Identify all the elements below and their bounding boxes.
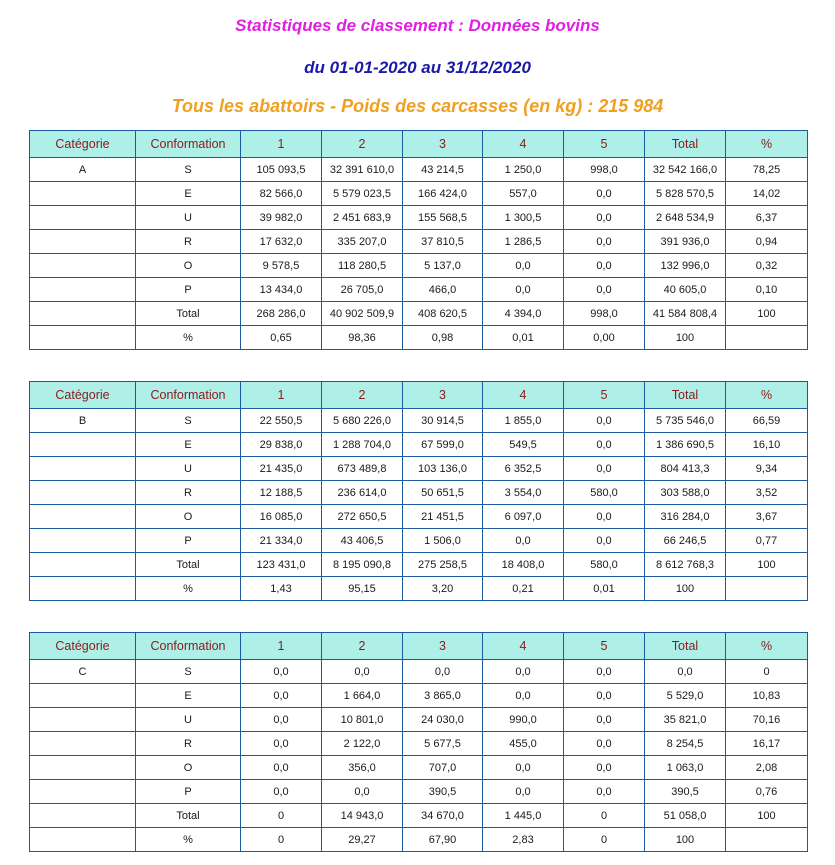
cell-class-4: 1 300,5 (483, 206, 564, 230)
cell-categorie (30, 529, 136, 553)
cell-total: 390,5 (645, 780, 726, 804)
cell-total: 5 735 546,0 (645, 409, 726, 433)
cell-class-3: 34 670,0 (403, 804, 483, 828)
cell-class-1: 0,0 (241, 780, 322, 804)
cell-class-4: 0,0 (483, 660, 564, 684)
cell-class-4: 0,0 (483, 684, 564, 708)
cell-class-3: 408 620,5 (403, 302, 483, 326)
cell-class-2: 5 579 023,5 (322, 182, 403, 206)
cell-class-5: 0,0 (564, 278, 645, 302)
cell-class-3: 155 568,5 (403, 206, 483, 230)
cell-class-3: 0,0 (403, 660, 483, 684)
table-row-percent (30, 577, 808, 601)
cell-conformation: % (136, 326, 241, 350)
cell-categorie (30, 828, 136, 852)
cell-percent (726, 326, 808, 350)
cell-class-3: 466,0 (403, 278, 483, 302)
cell-categorie: C (30, 660, 136, 684)
cell-class-2: 356,0 (322, 756, 403, 780)
cell-percent: 16,17 (726, 732, 808, 756)
cell-class-2: 5 680 226,0 (322, 409, 403, 433)
cell-percent: 6,37 (726, 206, 808, 230)
cell-total: 100 (645, 828, 726, 852)
table-row (30, 529, 808, 553)
cell-categorie (30, 780, 136, 804)
table-row-percent (30, 326, 808, 350)
cell-percent: 100 (726, 302, 808, 326)
cell-class-5: 0,0 (564, 684, 645, 708)
cell-percent: 100 (726, 804, 808, 828)
cell-conformation: R (136, 481, 241, 505)
cell-conformation: Total (136, 804, 241, 828)
cell-categorie (30, 278, 136, 302)
cell-class-1: 105 093,5 (241, 158, 322, 182)
table-row-percent (30, 828, 808, 852)
cell-categorie (30, 756, 136, 780)
cell-class-3: 67 599,0 (403, 433, 483, 457)
cell-class-4: 4 394,0 (483, 302, 564, 326)
cell-categorie (30, 708, 136, 732)
cell-percent: 0,32 (726, 254, 808, 278)
cell-class-3: 43 214,5 (403, 158, 483, 182)
table-row (30, 158, 808, 182)
stats-table-category-b (29, 381, 808, 601)
cell-class-5: 0,0 (564, 780, 645, 804)
cell-percent: 70,16 (726, 708, 808, 732)
column-header-class-5: 5 (564, 131, 645, 158)
cell-conformation: R (136, 732, 241, 756)
column-header-class-2: 2 (322, 633, 403, 660)
column-header-conformation: Conformation (136, 131, 241, 158)
cell-total: 51 058,0 (645, 804, 726, 828)
cell-class-2: 2 122,0 (322, 732, 403, 756)
cell-conformation: P (136, 780, 241, 804)
table-header-row (30, 382, 808, 409)
cell-total: 0,0 (645, 660, 726, 684)
cell-class-2: 272 650,5 (322, 505, 403, 529)
cell-percent: 0 (726, 660, 808, 684)
cell-class-5: 0 (564, 828, 645, 852)
table-row (30, 433, 808, 457)
cell-total: 2 648 534,9 (645, 206, 726, 230)
cell-percent: 9,34 (726, 457, 808, 481)
cell-conformation: E (136, 433, 241, 457)
cell-percent: 2,08 (726, 756, 808, 780)
cell-percent: 66,59 (726, 409, 808, 433)
cell-class-3: 166 424,0 (403, 182, 483, 206)
cell-class-4: 0,0 (483, 756, 564, 780)
column-header-class-1: 1 (241, 131, 322, 158)
cell-conformation: S (136, 158, 241, 182)
cell-class-3: 30 914,5 (403, 409, 483, 433)
cell-class-1: 0 (241, 828, 322, 852)
table-row-total (30, 553, 808, 577)
cell-total: 35 821,0 (645, 708, 726, 732)
table-row (30, 206, 808, 230)
cell-class-3: 50 651,5 (403, 481, 483, 505)
cell-total: 804 413,3 (645, 457, 726, 481)
cell-percent (726, 828, 808, 852)
cell-categorie: B (30, 409, 136, 433)
cell-class-4: 0,21 (483, 577, 564, 601)
cell-class-5: 0,0 (564, 182, 645, 206)
cell-class-1: 0,0 (241, 708, 322, 732)
cell-total: 132 996,0 (645, 254, 726, 278)
table-row-total (30, 804, 808, 828)
cell-percent: 100 (726, 553, 808, 577)
cell-class-1: 0,0 (241, 684, 322, 708)
cell-total: 8 612 768,3 (645, 553, 726, 577)
cell-class-1: 0,0 (241, 756, 322, 780)
cell-conformation: % (136, 828, 241, 852)
cell-class-5: 0,0 (564, 433, 645, 457)
cell-class-1: 268 286,0 (241, 302, 322, 326)
cell-total: 40 605,0 (645, 278, 726, 302)
stats-table-category-a (29, 130, 808, 350)
cell-class-3: 103 136,0 (403, 457, 483, 481)
cell-class-5: 0 (564, 804, 645, 828)
table-row (30, 708, 808, 732)
cell-total: 100 (645, 326, 726, 350)
cell-class-5: 0,0 (564, 708, 645, 732)
cell-class-4: 18 408,0 (483, 553, 564, 577)
cell-class-5: 0,0 (564, 529, 645, 553)
cell-categorie (30, 684, 136, 708)
column-header-categorie: Catégorie (30, 633, 136, 660)
cell-conformation: E (136, 182, 241, 206)
column-header-class-1: 1 (241, 633, 322, 660)
column-header-class-4: 4 (483, 382, 564, 409)
cell-total: 32 542 166,0 (645, 158, 726, 182)
cell-class-3: 67,90 (403, 828, 483, 852)
cell-class-4: 3 554,0 (483, 481, 564, 505)
cell-total: 41 584 808,4 (645, 302, 726, 326)
table-row-total (30, 302, 808, 326)
column-header-percent: % (726, 382, 808, 409)
cell-class-5: 580,0 (564, 481, 645, 505)
cell-conformation: Total (136, 302, 241, 326)
cell-total: 316 284,0 (645, 505, 726, 529)
cell-class-4: 0,0 (483, 780, 564, 804)
cell-class-4: 455,0 (483, 732, 564, 756)
cell-class-5: 998,0 (564, 158, 645, 182)
cell-total: 100 (645, 577, 726, 601)
cell-class-4: 549,5 (483, 433, 564, 457)
cell-class-5: 0,00 (564, 326, 645, 350)
cell-class-5: 0,0 (564, 660, 645, 684)
cell-class-3: 0,98 (403, 326, 483, 350)
cell-class-4: 557,0 (483, 182, 564, 206)
cell-percent: 0,94 (726, 230, 808, 254)
cell-class-3: 5 677,5 (403, 732, 483, 756)
cell-percent: 0,10 (726, 278, 808, 302)
cell-total: 8 254,5 (645, 732, 726, 756)
cell-class-1: 22 550,5 (241, 409, 322, 433)
cell-percent: 10,83 (726, 684, 808, 708)
cell-class-2: 98,36 (322, 326, 403, 350)
table-row (30, 278, 808, 302)
cell-class-2: 10 801,0 (322, 708, 403, 732)
cell-categorie (30, 206, 136, 230)
column-header-total: Total (645, 633, 726, 660)
cell-total: 391 936,0 (645, 230, 726, 254)
cell-conformation: U (136, 708, 241, 732)
cell-class-3: 24 030,0 (403, 708, 483, 732)
cell-class-3: 3 865,0 (403, 684, 483, 708)
cell-class-4: 1 250,0 (483, 158, 564, 182)
cell-percent: 3,52 (726, 481, 808, 505)
cell-categorie (30, 804, 136, 828)
column-header-class-4: 4 (483, 131, 564, 158)
cell-class-4: 0,0 (483, 529, 564, 553)
table-row (30, 254, 808, 278)
cell-class-5: 0,0 (564, 505, 645, 529)
table-row (30, 182, 808, 206)
cell-class-1: 39 982,0 (241, 206, 322, 230)
cell-class-2: 1 664,0 (322, 684, 403, 708)
table-row (30, 481, 808, 505)
cell-class-1: 21 334,0 (241, 529, 322, 553)
cell-conformation: E (136, 684, 241, 708)
stats-table-category-c (29, 632, 808, 852)
cell-class-2: 8 195 090,8 (322, 553, 403, 577)
cell-class-1: 12 188,5 (241, 481, 322, 505)
column-header-conformation: Conformation (136, 633, 241, 660)
cell-class-5: 0,01 (564, 577, 645, 601)
report-subtitle: Tous les abattoirs - Poids des carcasses (en kg) : 215 984 (171, 96, 664, 116)
cell-class-4: 0,01 (483, 326, 564, 350)
table-row (30, 457, 808, 481)
cell-class-3: 275 258,5 (403, 553, 483, 577)
column-header-class-2: 2 (322, 382, 403, 409)
cell-class-4: 0,0 (483, 278, 564, 302)
cell-class-3: 390,5 (403, 780, 483, 804)
column-header-categorie: Catégorie (30, 382, 136, 409)
cell-class-2: 0,0 (322, 660, 403, 684)
table-row (30, 409, 808, 433)
cell-class-2: 26 705,0 (322, 278, 403, 302)
report-title: Statistiques de classement : Données bovins (235, 16, 600, 35)
table-row (30, 756, 808, 780)
cell-class-5: 0,0 (564, 206, 645, 230)
cell-conformation: % (136, 577, 241, 601)
cell-class-2: 95,15 (322, 577, 403, 601)
column-header-class-3: 3 (403, 131, 483, 158)
cell-categorie: A (30, 158, 136, 182)
cell-class-4: 1 445,0 (483, 804, 564, 828)
cell-class-2: 32 391 610,0 (322, 158, 403, 182)
column-header-class-3: 3 (403, 633, 483, 660)
cell-conformation: P (136, 529, 241, 553)
cell-percent: 16,10 (726, 433, 808, 457)
cell-class-4: 990,0 (483, 708, 564, 732)
cell-class-1: 17 632,0 (241, 230, 322, 254)
cell-class-4: 0,0 (483, 254, 564, 278)
cell-percent (726, 577, 808, 601)
cell-percent: 3,67 (726, 505, 808, 529)
cell-class-4: 6 352,5 (483, 457, 564, 481)
cell-class-5: 0,0 (564, 756, 645, 780)
cell-total: 5 828 570,5 (645, 182, 726, 206)
cell-class-5: 0,0 (564, 230, 645, 254)
column-header-conformation: Conformation (136, 382, 241, 409)
report-period: du 01-01-2020 au 31/12/2020 (304, 58, 531, 77)
column-header-total: Total (645, 131, 726, 158)
cell-class-2: 673 489,8 (322, 457, 403, 481)
cell-class-1: 16 085,0 (241, 505, 322, 529)
table-header-row (30, 131, 808, 158)
cell-class-2: 40 902 509,9 (322, 302, 403, 326)
cell-total: 303 588,0 (645, 481, 726, 505)
cell-class-2: 14 943,0 (322, 804, 403, 828)
cell-total: 1 386 690,5 (645, 433, 726, 457)
cell-class-5: 0,0 (564, 457, 645, 481)
cell-class-4: 2,83 (483, 828, 564, 852)
column-header-percent: % (726, 633, 808, 660)
cell-categorie (30, 505, 136, 529)
cell-class-1: 0,65 (241, 326, 322, 350)
cell-categorie (30, 302, 136, 326)
cell-class-2: 1 288 704,0 (322, 433, 403, 457)
cell-class-1: 1,43 (241, 577, 322, 601)
cell-conformation: S (136, 409, 241, 433)
cell-class-1: 123 431,0 (241, 553, 322, 577)
cell-conformation: R (136, 230, 241, 254)
cell-class-2: 118 280,5 (322, 254, 403, 278)
cell-class-3: 1 506,0 (403, 529, 483, 553)
cell-class-2: 236 614,0 (322, 481, 403, 505)
cell-conformation: S (136, 660, 241, 684)
cell-class-4: 6 097,0 (483, 505, 564, 529)
cell-class-5: 998,0 (564, 302, 645, 326)
cell-class-2: 29,27 (322, 828, 403, 852)
cell-categorie (30, 326, 136, 350)
cell-conformation: O (136, 254, 241, 278)
column-header-class-4: 4 (483, 633, 564, 660)
cell-class-3: 3,20 (403, 577, 483, 601)
cell-categorie (30, 254, 136, 278)
cell-class-3: 5 137,0 (403, 254, 483, 278)
table-row (30, 505, 808, 529)
cell-conformation: O (136, 505, 241, 529)
cell-categorie (30, 182, 136, 206)
cell-class-5: 580,0 (564, 553, 645, 577)
cell-percent: 14,02 (726, 182, 808, 206)
cell-class-1: 0,0 (241, 732, 322, 756)
cell-conformation: O (136, 756, 241, 780)
cell-class-4: 1 286,5 (483, 230, 564, 254)
cell-conformation: Total (136, 553, 241, 577)
cell-total: 5 529,0 (645, 684, 726, 708)
cell-categorie (30, 553, 136, 577)
column-header-class-2: 2 (322, 131, 403, 158)
column-header-class-1: 1 (241, 382, 322, 409)
cell-class-5: 0,0 (564, 254, 645, 278)
cell-percent: 0,76 (726, 780, 808, 804)
cell-class-2: 0,0 (322, 780, 403, 804)
table-header-row (30, 633, 808, 660)
cell-categorie (30, 230, 136, 254)
cell-categorie (30, 577, 136, 601)
cell-class-1: 0,0 (241, 660, 322, 684)
cell-class-5: 0,0 (564, 732, 645, 756)
table-row (30, 684, 808, 708)
cell-total: 1 063,0 (645, 756, 726, 780)
column-header-class-5: 5 (564, 382, 645, 409)
column-header-categorie: Catégorie (30, 131, 136, 158)
cell-categorie (30, 732, 136, 756)
cell-class-5: 0,0 (564, 409, 645, 433)
cell-percent: 78,25 (726, 158, 808, 182)
cell-class-2: 43 406,5 (322, 529, 403, 553)
table-row (30, 230, 808, 254)
cell-class-1: 82 566,0 (241, 182, 322, 206)
cell-conformation: P (136, 278, 241, 302)
cell-class-1: 0 (241, 804, 322, 828)
cell-class-3: 21 451,5 (403, 505, 483, 529)
table-row (30, 660, 808, 684)
cell-conformation: U (136, 457, 241, 481)
cell-conformation: U (136, 206, 241, 230)
table-row (30, 732, 808, 756)
cell-total: 66 246,5 (645, 529, 726, 553)
cell-class-1: 9 578,5 (241, 254, 322, 278)
table-row (30, 780, 808, 804)
column-header-class-3: 3 (403, 382, 483, 409)
cell-class-1: 13 434,0 (241, 278, 322, 302)
cell-categorie (30, 481, 136, 505)
cell-categorie (30, 433, 136, 457)
cell-class-1: 29 838,0 (241, 433, 322, 457)
cell-categorie (30, 457, 136, 481)
column-header-total: Total (645, 382, 726, 409)
cell-class-2: 2 451 683,9 (322, 206, 403, 230)
cell-class-4: 1 855,0 (483, 409, 564, 433)
column-header-class-5: 5 (564, 633, 645, 660)
cell-class-2: 335 207,0 (322, 230, 403, 254)
column-header-percent: % (726, 131, 808, 158)
cell-class-1: 21 435,0 (241, 457, 322, 481)
cell-percent: 0,77 (726, 529, 808, 553)
cell-class-3: 707,0 (403, 756, 483, 780)
cell-class-3: 37 810,5 (403, 230, 483, 254)
